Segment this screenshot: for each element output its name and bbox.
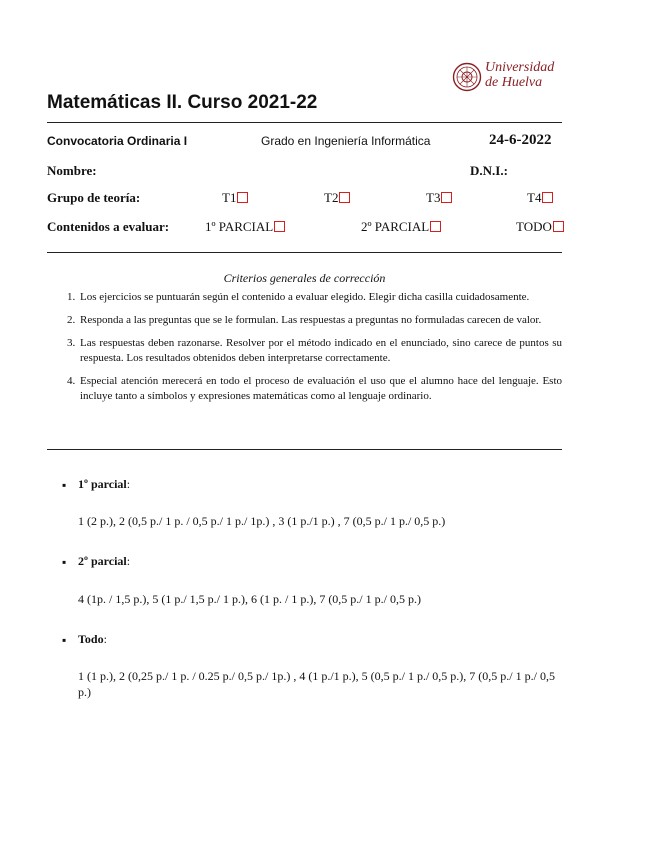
info-divider	[47, 252, 562, 253]
section-segundo-parcial-heading: 2º parcial:	[78, 554, 131, 568]
option-primer-parcial[interactable]	[205, 219, 285, 235]
criterios-title: Criterios generales de corrección	[223, 271, 386, 285]
option-grupo-t1[interactable]	[222, 190, 248, 206]
option-grupo-t4[interactable]	[527, 190, 553, 206]
dni-label: D.N.I.:	[470, 163, 508, 178]
checkbox-segundo-parcial[interactable]	[430, 221, 441, 232]
criterio-item: 1. Los ejercicios se puntuarán según el contenido a evaluar elegido. Elegir dicha casilla cuidadosamente.	[78, 290, 562, 305]
section-label: 1º parcial	[78, 477, 127, 491]
section-todo-detail: 1 (1 p.), 2 (0,25 p./ 1 p. / 0.25 p./ 0,5 p./ 1p.) , 4 (1 p./1 p.), 5 (0,5 p./ 1 p./ 0,5 p.), 7 (0,5 p./ 1 p./ 0,5 p.)	[78, 669, 555, 699]
option-grupo-t3[interactable]	[426, 190, 452, 206]
university-logo	[452, 60, 562, 96]
section-segundo-parcial-detail: 4 (1p. / 1,5 p.), 5 (1 p./ 1,5 p./ 1 p.), 6 (1 p. / 1 p.), 7 (0,5 p./ 1 p./ 0,5 p.)	[78, 592, 421, 606]
grupo-t2-label: T2	[324, 190, 339, 205]
title-divider	[47, 122, 562, 123]
logo-line-1: Universidad	[485, 60, 555, 75]
contenidos-label: Contenidos a evaluar:	[47, 219, 170, 234]
section-label: 2º parcial	[78, 554, 127, 568]
option-grupo-t2[interactable]	[324, 190, 350, 206]
section-primer-parcial-heading: 1º parcial:	[78, 477, 131, 491]
grupo-t3-label: T3	[426, 190, 441, 205]
grupo-teoria-label: Grupo de teoría:	[47, 190, 141, 205]
grupo-t4-label: T4	[527, 190, 542, 205]
option-segundo-parcial[interactable]	[361, 219, 441, 235]
criterio-item: 4. Especial atención merecerá en todo el proceso de evaluación el uso que el alumno hace del lenguaje. Esto incluye tanto a símbolos y expresiones matemáticas como al lenguaje ordinario.	[78, 374, 562, 404]
nombre-label: Nombre:	[47, 163, 97, 178]
bullet-icon: ▪	[62, 478, 67, 492]
criterio-item: 2. Responda a las preguntas que se le formulan. Las respuestas a preguntas no formuladas carecen de valor.	[78, 313, 562, 328]
section-todo-heading: Todo:	[78, 632, 107, 646]
criterio-item: 3. Las respuestas deben razonarse. Resolver por el método indicado en el enunciado, sino carece de puntos su respuesta. Los resultados obtenidos deben interpretarse correctamente.	[78, 336, 562, 366]
grupo-t1-label: T1	[222, 190, 237, 205]
logo-line-2: de Huelva	[485, 75, 543, 90]
exam-date: 24-6-2022	[489, 132, 552, 148]
checkbox-t4[interactable]	[542, 192, 553, 203]
checkbox-todo[interactable]	[553, 221, 564, 232]
bullet-icon: ▪	[62, 555, 67, 569]
checkbox-primer-parcial[interactable]	[274, 221, 285, 232]
criterios-list	[47, 290, 562, 412]
page-title: Matemáticas II. Curso 2021-22	[47, 92, 318, 113]
convocatoria-label: Convocatoria Ordinaria I	[47, 134, 188, 148]
bullet-icon: ▪	[62, 633, 67, 647]
segundo-parcial-label: 2º PARCIAL	[361, 219, 430, 234]
grado-label: Grado en Ingeniería Informática	[261, 134, 431, 148]
section-primer-parcial-detail: 1 (2 p.), 2 (0,5 p./ 1 p. / 0,5 p./ 1 p./ 1p.) , 3 (1 p./1 p.) , 7 (0,5 p./ 1 p./ 0,5 p.)	[78, 514, 446, 528]
checkbox-t3[interactable]	[441, 192, 452, 203]
primer-parcial-label: 1º PARCIAL	[205, 219, 274, 234]
option-todo[interactable]	[516, 219, 564, 235]
criterios-divider	[47, 449, 562, 450]
seal-icon	[452, 62, 482, 92]
checkbox-t1[interactable]	[237, 192, 248, 203]
checkbox-t2[interactable]	[339, 192, 350, 203]
todo-label: TODO	[516, 219, 552, 234]
section-label: Todo	[78, 632, 104, 646]
